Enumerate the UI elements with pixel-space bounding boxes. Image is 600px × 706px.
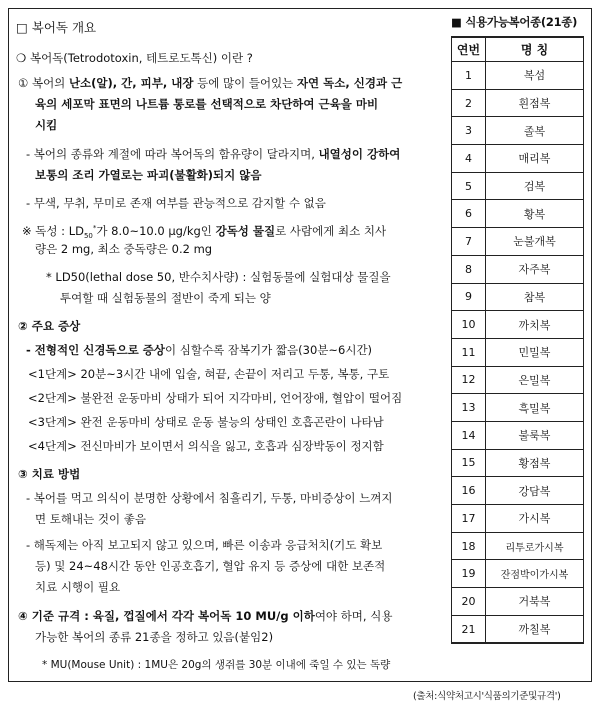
table-title: ■ 식용가능복어종(21종) [451,15,578,29]
row-number: 8 [452,255,486,283]
toxicity-label: ※ 독성 : LD [22,223,84,238]
standard-bold: 기준 규격 : 육질, 껍질에서 각각 복어독 10 MU/g 이하 [31,609,315,623]
table-row [452,532,584,560]
table-row [452,311,584,339]
toxicity-tail: 로 사람에게 최소 치사 [275,223,387,238]
standard-tail: 여야 하며, 식용 [314,609,393,623]
symptoms-intro [26,341,372,360]
row-number: 3 [452,117,486,145]
point1-toxin: 자연 독소, 신경과 근 [296,76,403,90]
treatment2-line3: 치료 시행이 필요 [35,580,121,594]
row-number: 7 [452,228,486,256]
row-number: 19 [452,560,486,588]
table-body [452,62,584,644]
stage4: <4단계> 전신마비가 보이면서 의식을 잃고, 호흡과 심장박동이 정지함 [28,439,384,453]
standard-line2: 가능한 복어의 종류 21종을 정하고 있음(붙임2) [35,630,274,644]
treatment2-line1: - 해독제는 아직 보고되지 않고 있으며, 빠른 이송과 응급처치(기도 확보 [26,538,383,552]
species-name: 불룩복 [486,421,584,449]
question-line: ❍ 복어독(Tetrodotoxin, 테트로도톡신) 이란 ? [16,51,253,65]
symptoms-intro-bold: - 전형적인 신경독으로 증상 [26,343,165,357]
table-row [452,283,584,311]
toxicity-value: 가 8.0~10.0 μg/kg인 [96,223,216,238]
table-row [452,145,584,173]
species-table [451,36,584,644]
row-number: 21 [452,615,486,643]
row-number: 12 [452,366,486,394]
row-number: 4 [452,145,486,173]
point1-number: ① [18,76,32,90]
table-header-row [452,37,584,62]
species-name: 은밀복 [486,366,584,394]
symptoms-intro-text: 이 심할수록 잠복기가 짧음(30분~6시간) [164,343,373,357]
species-name: 까칠복 [486,615,584,643]
bullet1-bold: 내열성이 강하여 [318,147,401,161]
table-row [452,338,584,366]
row-number: 14 [452,421,486,449]
species-name: 흰점복 [486,89,584,117]
ld-superscript: * [92,224,97,232]
species-name: 매리복 [486,145,584,173]
species-name: 민밀복 [486,338,584,366]
species-name: 강담복 [486,477,584,505]
ld50-note-line1: * LD50(lethal dose 50, 반수치사량) : 실험동물에 실험대상 물질을 [46,270,391,284]
species-name: 복섬 [486,62,584,90]
row-number: 2 [452,89,486,117]
species-name: 잔점박이가시복 [486,560,584,588]
species-name: 리투로가시복 [486,532,584,560]
row-number: 20 [452,588,486,616]
row-number: 17 [452,505,486,533]
point1-text-a: 복어의 [31,76,69,90]
table-row [452,255,584,283]
point1-text-c: 등에 많이 들어있는 [193,76,297,90]
bullet1-line2: 보통의 조리 가열로는 파괴(불활화)되지 않음 [35,168,262,182]
row-number: 9 [452,283,486,311]
species-name: 자주복 [486,255,584,283]
table-row [452,172,584,200]
table-row [452,89,584,117]
standard-number: ④ [18,609,32,623]
point1-organs: 난소(알), 간, 피부, 내장 [68,76,194,90]
mouse-unit-note: * MU(Mouse Unit) : 1MU은 20g의 생쥐를 30분 이내에 죽일 수 있는 독량 [42,659,391,671]
table-row [452,117,584,145]
row-number: 13 [452,394,486,422]
symptoms-heading: ② 주요 증상 [18,319,81,333]
stage3: <3단계> 완전 운동마비 상태로 운동 불능의 상태인 호흡곤란이 나타남 [28,415,384,429]
row-number: 6 [452,200,486,228]
treatment1-line2: 면 토해내는 것이 좋음 [35,512,146,526]
species-name: 가시복 [486,505,584,533]
treatment-heading: ③ 치료 방법 [18,467,81,481]
standard-line1 [18,607,392,626]
row-number: 11 [452,338,486,366]
ld-subscript: 50 [83,232,93,241]
table-row [452,615,584,643]
header-number: 연번 [452,37,486,62]
species-name: 흑밀복 [486,394,584,422]
table-row [452,366,584,394]
table-row [452,228,584,256]
row-number: 5 [452,172,486,200]
treatment2-line2: 등) 및 24~48시간 동안 인공호흡기, 혈압 유지 등 증상에 대한 보존적 [35,559,386,573]
toxicity-bold: 강독성 물질 [215,223,276,238]
stage2: <2단계> 불완전 운동마비 상태가 되어 지각마비, 언어장애, 혈압이 떨어짐 [28,391,403,405]
species-name: 졸복 [486,117,584,145]
table-row [452,560,584,588]
bullet2: - 무색, 무취, 무미로 존재 여부를 관능적으로 감지할 수 없음 [26,196,326,210]
bullet1-line1 [26,145,400,164]
species-table-panel [451,14,585,644]
row-number: 10 [452,311,486,339]
table-row [452,505,584,533]
table-row [452,477,584,505]
ld50-note-line2: 투여할 때 실험동물의 절반이 죽게 되는 양 [60,291,271,305]
point1-line3: 시킴 [35,118,58,132]
table-row [452,449,584,477]
row-number: 1 [452,62,486,90]
source-note: (출처:식약처고시'식품의기준및규격') [413,691,561,702]
row-number: 15 [452,449,486,477]
section-heading: □ 복어독 개요 [16,20,97,35]
species-name: 눈불개복 [486,228,584,256]
table-row [452,421,584,449]
point1-line2: 육의 세포막 표면의 나트륨 통로를 선택적으로 차단하여 근육을 마비 [35,97,379,111]
table-row [452,62,584,90]
row-number: 16 [452,477,486,505]
point1-line1 [18,74,402,93]
stage1: <1단계> 20분~3시간 내에 입술, 혀끝, 손끝이 저리고 두통, 복통, 구토 [28,367,390,381]
species-name: 황복 [486,200,584,228]
header-name: 명 칭 [486,37,584,62]
species-name: 참복 [486,283,584,311]
species-name: 황점복 [486,449,584,477]
species-name: 거북복 [486,588,584,616]
toxicity-line2: 량은 2 mg, 최소 중독량은 0.2 mg [35,242,213,256]
table-row [452,394,584,422]
table-row [452,588,584,616]
table-row [452,200,584,228]
species-name: 까치복 [486,311,584,339]
bullet1-text: - 복어의 종류와 계절에 따라 복어독의 함유량이 달라지며, [26,147,319,161]
treatment1-line1: - 복어를 먹고 의식이 분명한 상황에서 침흘리기, 두통, 마비증상이 느껴지 [26,491,393,505]
species-name: 검복 [486,172,584,200]
row-number: 18 [452,532,486,560]
